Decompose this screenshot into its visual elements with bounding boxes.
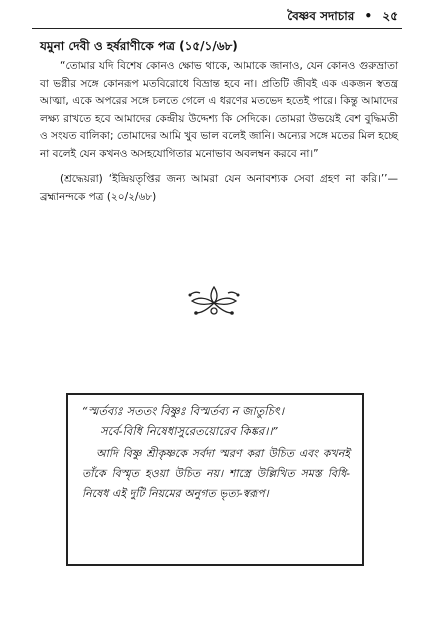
header-bullet: • <box>364 9 373 23</box>
verse-box <box>66 393 364 566</box>
running-header <box>32 6 402 29</box>
page-number: ২৫ <box>382 9 398 23</box>
floral-ornament-icon <box>186 283 242 319</box>
letter-paragraph-2: (শ্রদ্ধেয়রা) ‘ইন্দ্রিয়তৃপ্তির জন্য আমরা যেন অনাবশ্যক সেবা গ্রহণ না করি।’’—ব্রহ্মানন্দকে পত্র (২০/২/৬৮) <box>40 173 398 203</box>
verse-line-2: সর্বে-বিধি নিষেধাসুরেতয়োরেব কিঙ্কর।।” <box>100 424 279 438</box>
running-title: বৈষ্ণব সদাচার <box>287 9 355 23</box>
letter-paragraph-1: “তোমার যদি বিশেষ কোনও ক্ষোভ থাকে, আমাকে জানাও, যেন কোনও গুরুভ্রাতা বা ভগ্নীর সঙ্গে কোনরূপ মতবিরোধে বিভ্রান্ত হবে না। প্রতিটি জীবই এক একজন স্বতন্ত্র আত্মা, একে অপরের সঙ্গে চলতে গেলে এ ধরণের মতভেদ হতেই পারে। কিন্তু আমাদের লক্ষ্য রাখতে হবে আমাদের কেন্দ্রীয় উদ্দেশ্য কি সেদিকে। তোমরা উভয়েই বেশ বুদ্ধিমতী ও সংযত বালিকা; তোমাদের আমি খুব ভাল বলেই জানি। অন্যের সঙ্গে মতের মিল হচ্ছে না বলেই যেন কখনও অসহযোগিতার মনোভাব অবলম্বন করবে না।” <box>40 60 398 160</box>
letter-heading: যমুনা দেবী ও হর্ষরাণীকে পত্র (১৫/১/৬৮) <box>40 39 238 53</box>
verse-translation: আদি বিষ্ণু শ্রীকৃষ্ণকে সর্বদা স্মরণ করা উচিত এবং কখনই তাঁকে বিস্মৃত হওয়া উচিত নয়। শাস্ত্রে উল্লিখিত সমস্ত বিধি-নিষেধ এই দুটি নিয়মের অনুগত ভৃত্য-স্বরূপ। <box>82 447 350 500</box>
header-text <box>287 8 398 28</box>
verse-line-1: “স্মর্তব্যঃ সততং বিষ্ণুঃ বিস্মর্তব্য ন জাতুচিৎ। <box>82 404 285 418</box>
letter-body <box>40 58 398 206</box>
